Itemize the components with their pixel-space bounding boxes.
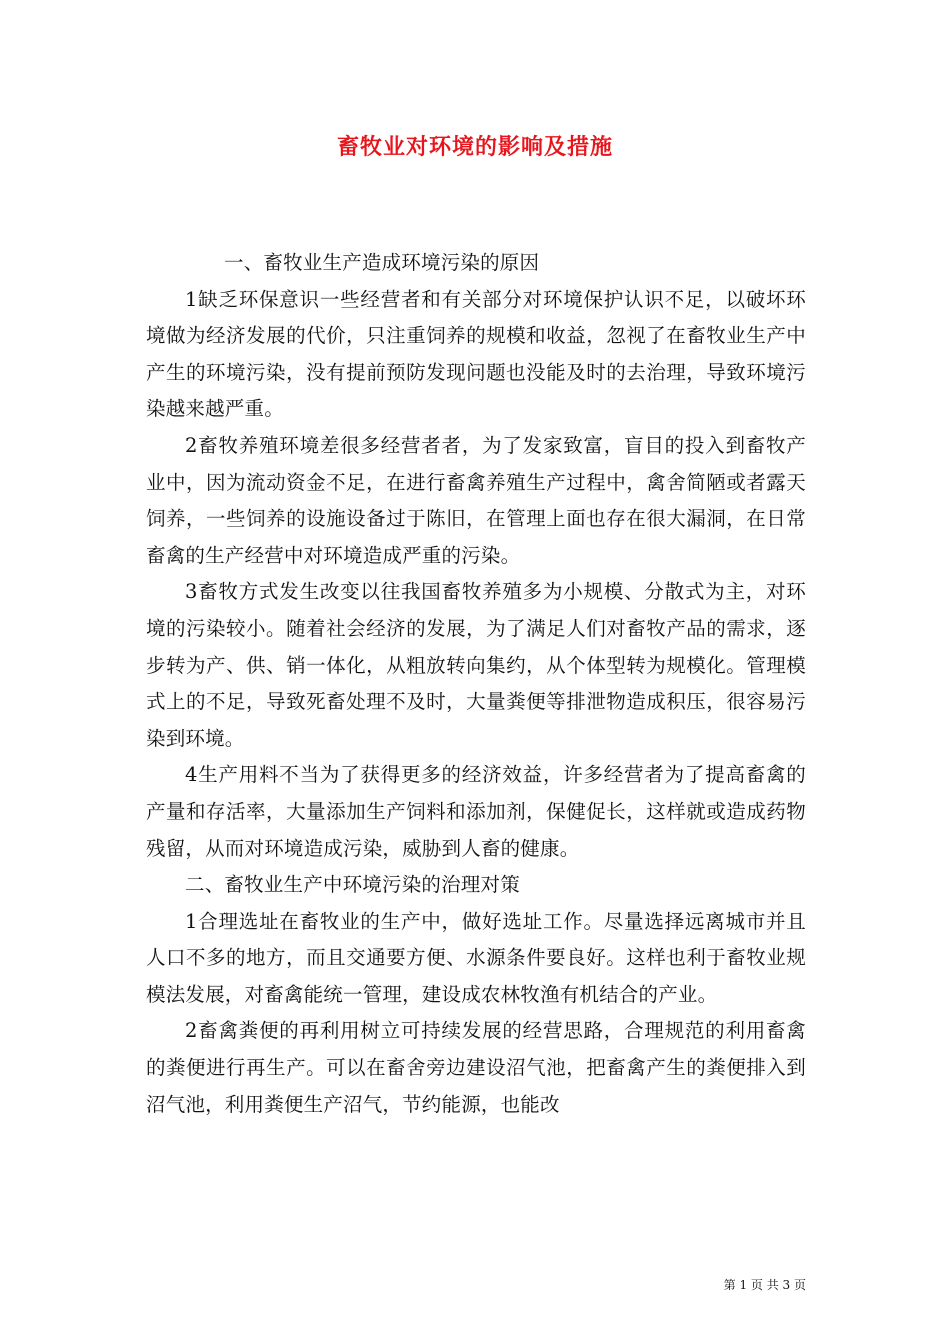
paragraph: 4生产用料不当为了获得更多的经济效益，许多经营者为了提高畜禽的产量和存活率，大量添加生产饲料和添加剂，保健促长，这样就或造成药物残留，从而对环境造成污染，威胁到人畜的健康。 bbox=[146, 763, 806, 860]
paragraph: 3畜牧方式发生改变以往我国畜牧养殖多为小规模、分散式为主，对环境的污染较小。随着社会经济的发展，为了满足人们对畜牧产品的需求，逐步转为产、供、销一体化，从粗放转向集约，从个体型转为规模化。管理模式上的不足，导致死畜处理不及时，大量粪便等排泄物造成积压，很容易污染到环境。 bbox=[146, 580, 806, 750]
paragraph: 2畜禽粪便的再利用树立可持续发展的经营思路，合理规范的利用畜禽的粪便进行再生产。可以在畜舍旁边建设沼气池，把畜禽产生的粪便排入到沼气池，利用粪便生产沼气，节约能源，也能改 bbox=[146, 1019, 806, 1116]
page-number-footer: 第 1 页 共 3 页 bbox=[723, 1278, 806, 1292]
document-title: 畜牧业对环境的影响及措施 bbox=[336, 134, 613, 160]
section-heading-countermeasures: 二、畜牧业生产中环境污染的治理对策 bbox=[185, 873, 520, 897]
paragraph: 1合理选址在畜牧业的生产中，做好选址工作。尽量选择远离城市并且人口不多的地方，而且交通要方便、水源条件要良好。这样也利于畜牧业规模法发展，对畜禽能统一管理，建设成农林牧渔有机结合的产业。 bbox=[146, 909, 806, 1006]
paragraph: 2畜牧养殖环境差很多经营者者，为了发家致富，盲目的投入到畜牧产业中，因为流动资金不足，在进行畜禽养殖生产过程中，禽舍简陋或者露天饲养，一些饲养的设施设备过于陈旧，在管理上面也存在很大漏洞，在日常畜禽的生产经营中对环境造成严重的污染。 bbox=[146, 433, 806, 567]
document-body bbox=[146, 245, 806, 1123]
section-heading-causes: 一、畜牧业生产造成环境污染的原因 bbox=[224, 251, 540, 274]
paragraph: 1缺乏环保意识一些经营者和有关部分对环境保护认识不足，以破坏环境做为经济发展的代价，只注重饲养的规模和收益，忽视了在畜牧业生产中产生的环境污染，没有提前预防发现问题也没能及时的去治理，导致环境污染越来越严重。 bbox=[146, 287, 806, 421]
